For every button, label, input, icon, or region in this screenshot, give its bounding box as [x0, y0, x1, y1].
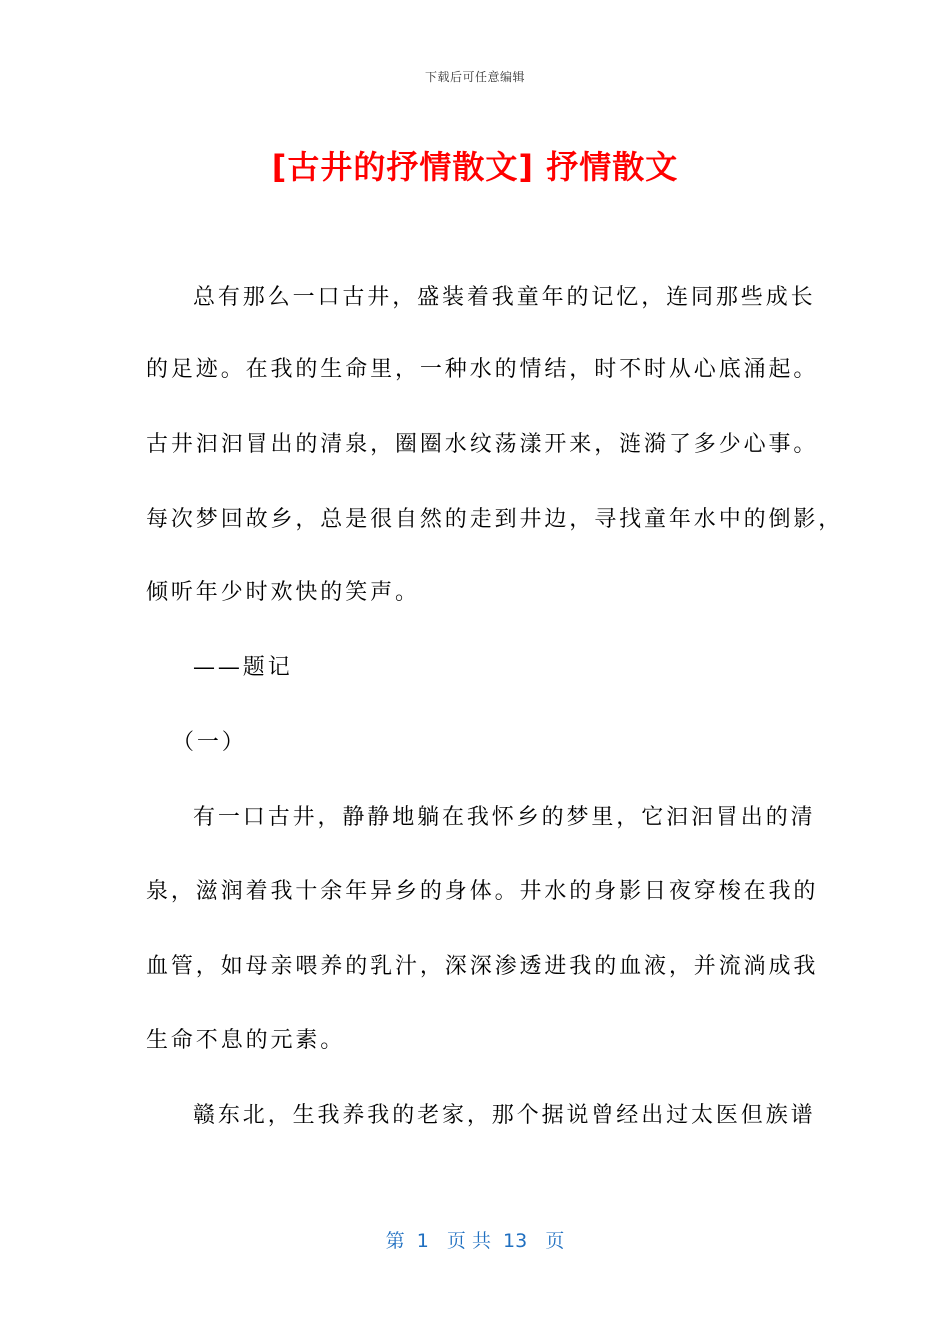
body-line: 每次梦回故乡，总是很自然的走到井边，寻找童年水中的倒影，: [146, 507, 844, 532]
body-line: 泉，滋润着我十余年异乡的身体。井水的身影日夜穿梭在我的: [146, 879, 819, 904]
body-line: 总有那么一口古井，盛装着我童年的记忆，连同那些成长: [193, 285, 816, 310]
body-line: 的足迹。在我的生命里，一种水的情结，时不时从心底涌起。: [146, 357, 819, 382]
epigraph-attribution: ——题记: [193, 655, 293, 680]
section-heading: （一）: [172, 730, 247, 755]
document-title: [古井的抒情散文] 抒情散文: [271, 148, 679, 186]
body-line: 赣东北，生我养我的老家，那个据说曾经出过太医但族谱: [193, 1103, 816, 1128]
header-note: 下载后可任意编辑: [424, 70, 525, 84]
body-line: 血管，如母亲喂养的乳汁，深深渗透进我的血液，并流淌成我: [146, 954, 819, 979]
page-footer: 第 1 页 共 13 页: [385, 1230, 565, 1252]
body-line: 生命不息的元素。: [146, 1028, 346, 1053]
body-line: 倾听年少时欢快的笑声。: [146, 580, 420, 605]
body-line: 有一口古井，静静地躺在我怀乡的梦里，它汩汩冒出的清: [193, 805, 816, 830]
body-line: 古井汩汩冒出的清泉，圈圈水纹荡漾开来，涟漪了多少心事。: [146, 432, 819, 457]
